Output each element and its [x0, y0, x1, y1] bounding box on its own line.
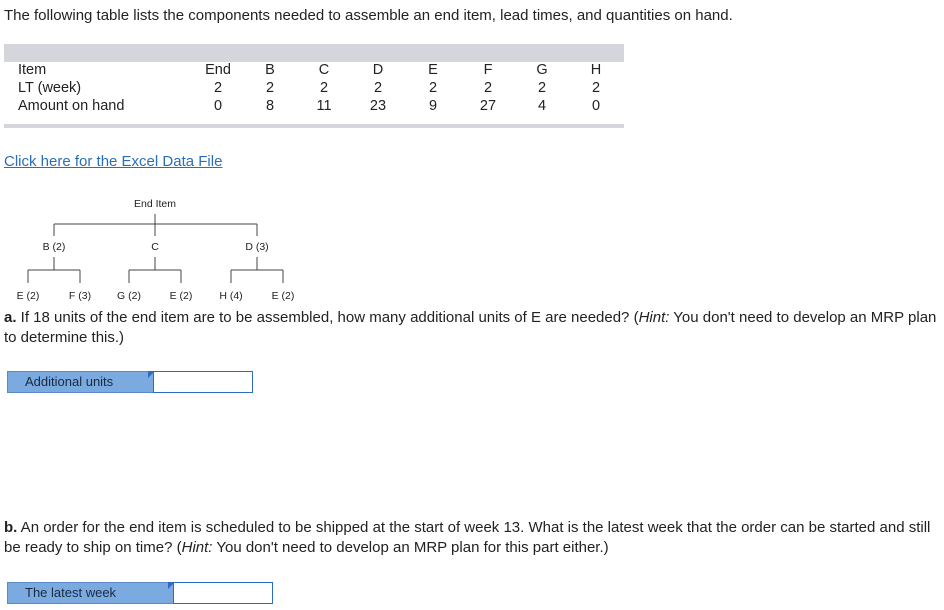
- table-cell: 23: [369, 98, 387, 114]
- table-cell: 2: [265, 80, 275, 96]
- row-label: LT (week): [18, 80, 82, 96]
- table-cell: 2: [319, 80, 329, 96]
- row-label: Item: [18, 62, 47, 78]
- tree-node-g: G (2): [117, 290, 141, 302]
- tree-node-f: F (3): [68, 290, 92, 302]
- table-cell: 9: [428, 98, 438, 114]
- table-cell: D: [372, 62, 384, 78]
- table-row-lead-time: [4, 80, 624, 98]
- answer-label-b-text: The latest week: [25, 585, 117, 600]
- components-table: [4, 44, 624, 128]
- table-cell: 2: [213, 80, 223, 96]
- table-cell: F: [483, 62, 493, 78]
- question-b-text: An order for the end item is scheduled to be shipped at the start of week 13. What is the latest week that the order can be started and still be ready to ship on time? (: [4, 519, 931, 556]
- table-row-amount: [4, 98, 624, 116]
- table-row-item: [4, 62, 624, 80]
- question-a-hint: Hint:: [638, 309, 670, 326]
- table-cell: 4: [537, 98, 547, 114]
- tree-node-d: D (3): [245, 241, 269, 253]
- latest-week-input[interactable]: [173, 582, 273, 604]
- answer-label-a-text: Additional units: [25, 374, 114, 389]
- table-cell: 27: [479, 98, 497, 114]
- excel-data-link[interactable]: Click here for the Excel Data File: [4, 153, 223, 170]
- intro-text: The following table lists the components needed to assemble an end item, lead times, and quantities on hand.: [4, 7, 733, 24]
- table-top-band: [4, 44, 624, 62]
- tree-node-e: E (2): [16, 290, 40, 302]
- row-label: Amount on hand: [18, 98, 125, 114]
- answer-label-a: [7, 371, 155, 393]
- question-b-text-end: You don't need to develop an MRP plan for this part either.): [212, 539, 609, 556]
- tree-node-b: B (2): [42, 241, 66, 253]
- table-cell: 0: [213, 98, 223, 114]
- answer-label-b: [7, 582, 175, 604]
- table-cell: 2: [483, 80, 493, 96]
- question-a-text: If 18 units of the end item are to be assembled, how many additional units of E are needed? (: [16, 309, 639, 326]
- table-cell: 2: [591, 80, 601, 96]
- table-cell: 0: [591, 98, 601, 114]
- table-cell: H: [590, 62, 602, 78]
- table-cell: 2: [537, 80, 547, 96]
- question-a: [4, 308, 944, 348]
- tree-node-h: H (4): [219, 290, 243, 302]
- table-cell: 11: [316, 98, 332, 114]
- question-b: [4, 518, 944, 558]
- additional-units-input[interactable]: [153, 371, 253, 393]
- tree-node-e: E (2): [271, 290, 295, 302]
- tree-node-end-item: End Item: [133, 198, 177, 210]
- table-cell: G: [536, 62, 548, 78]
- table-cell: C: [318, 62, 330, 78]
- table-bottom-band: [4, 124, 624, 128]
- table-cell: 2: [428, 80, 438, 96]
- question-a-prefix: a.: [4, 309, 17, 326]
- question-a-text-end: You don't need to develop an MRP plan to determine this.): [4, 309, 937, 346]
- table-cell: B: [265, 62, 275, 78]
- tree-node-e: E (2): [169, 290, 193, 302]
- tree-node-c: C: [151, 241, 159, 253]
- table-cell: 2: [373, 80, 383, 96]
- question-b-prefix: b.: [4, 519, 18, 536]
- question-b-hint: Hint:: [181, 539, 213, 556]
- table-cell: E: [428, 62, 438, 78]
- table-cell: End: [205, 62, 231, 78]
- table-cell: 8: [265, 98, 275, 114]
